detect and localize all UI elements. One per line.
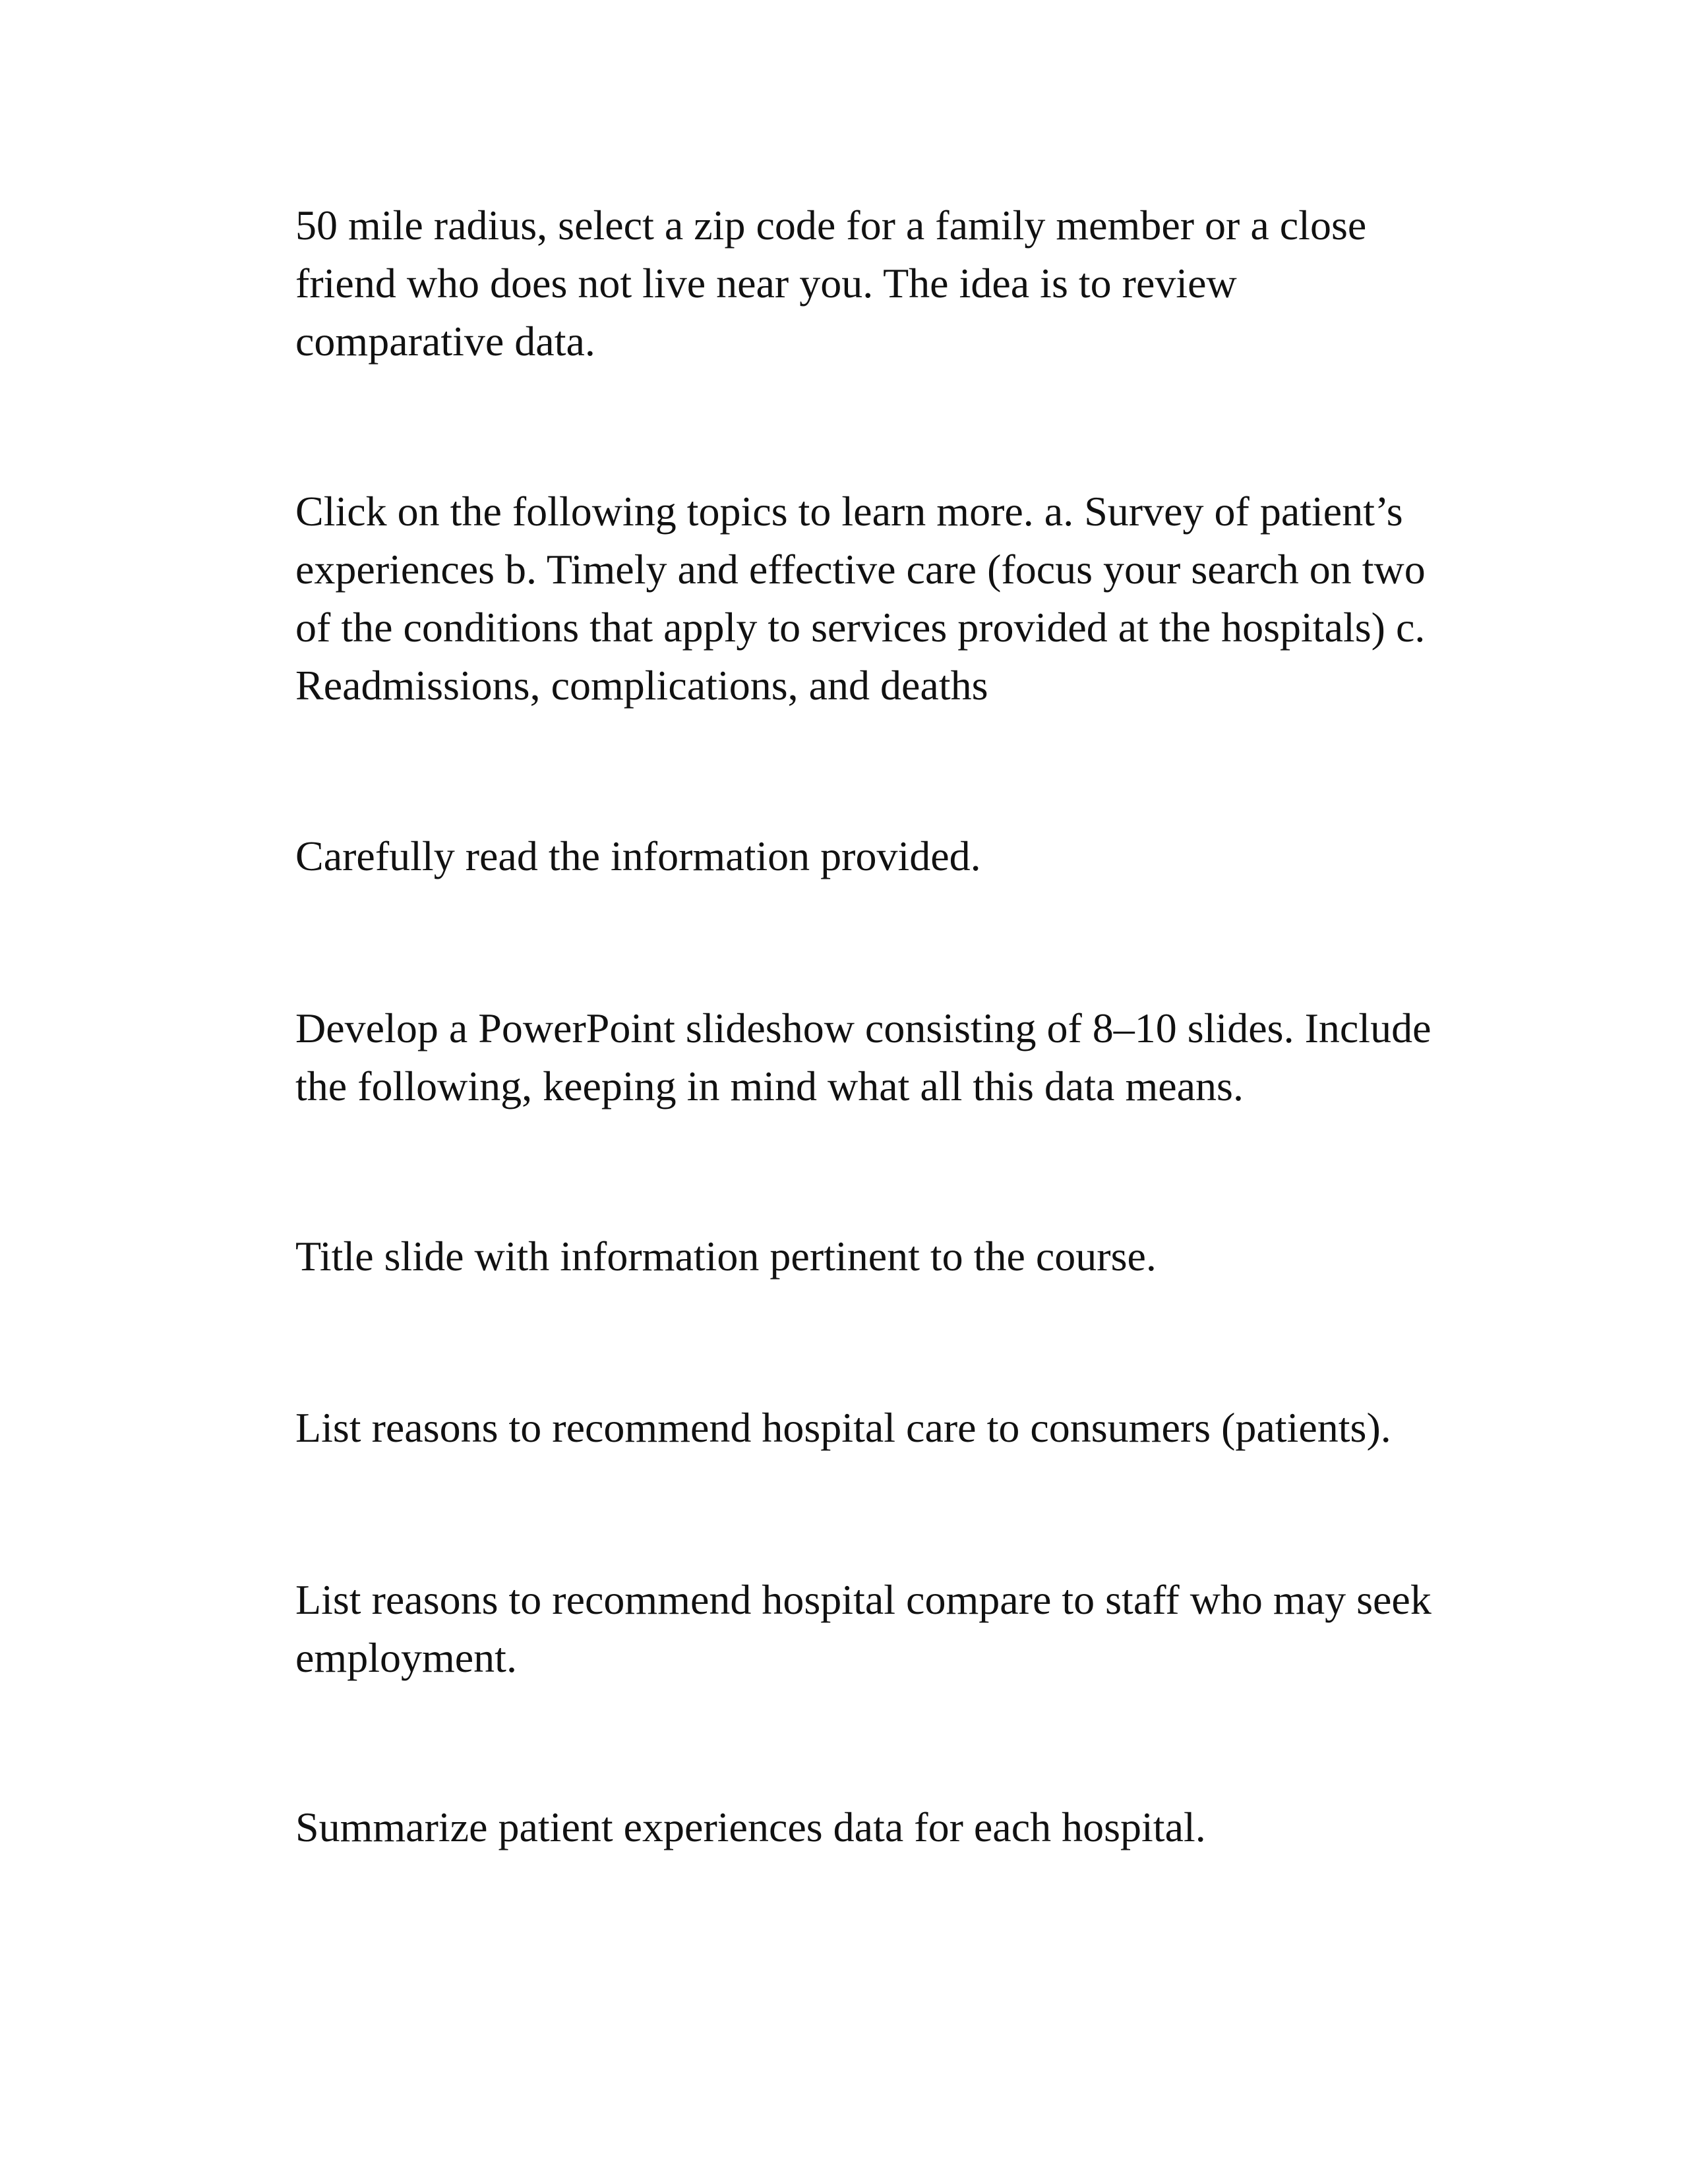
paragraph-zip-code [295, 196, 1495, 370]
text-line: 50 mile radius, select a zip code for a family member or a close [295, 202, 1367, 249]
text-line: Click on the following topics to learn more. a. Survey of patient’s [295, 488, 1403, 535]
text-line: the following, keeping in mind what all this data means. [295, 1063, 1244, 1109]
text-line: Summarize patient experiences data for each hospital. [295, 1804, 1206, 1850]
text-line: employment. [295, 1634, 517, 1681]
paragraph-read-info [295, 827, 1495, 885]
text-line: experiences b. Timely and effective care (focus your search on two [295, 546, 1426, 593]
text-line: Title slide with information pertinent to the course. [295, 1233, 1157, 1280]
text-line: List reasons to recommend hospital compare to staff who may seek [295, 1576, 1432, 1623]
paragraph-consumers [295, 1399, 1495, 1457]
paragraph-staff [295, 1571, 1495, 1687]
paragraph-topics [295, 483, 1495, 715]
text-line: comparative data. [295, 318, 595, 365]
text-line: friend who does not live near you. The idea is to review [295, 260, 1237, 307]
text-line: Develop a PowerPoint slideshow consisting of 8–10 slides. Include [295, 1005, 1432, 1051]
text-line: of the conditions that apply to services provided at the hospitals) c. [295, 604, 1426, 651]
text-line: Carefully read the information provided. [295, 833, 981, 879]
text-line: Readmissions, complications, and deaths [295, 662, 988, 709]
paragraph-develop-slideshow [295, 999, 1495, 1115]
paragraph-title-slide [295, 1227, 1495, 1285]
paragraph-summarize [295, 1798, 1495, 1856]
text-line: List reasons to recommend hospital care to consumers (patients). [295, 1404, 1391, 1451]
